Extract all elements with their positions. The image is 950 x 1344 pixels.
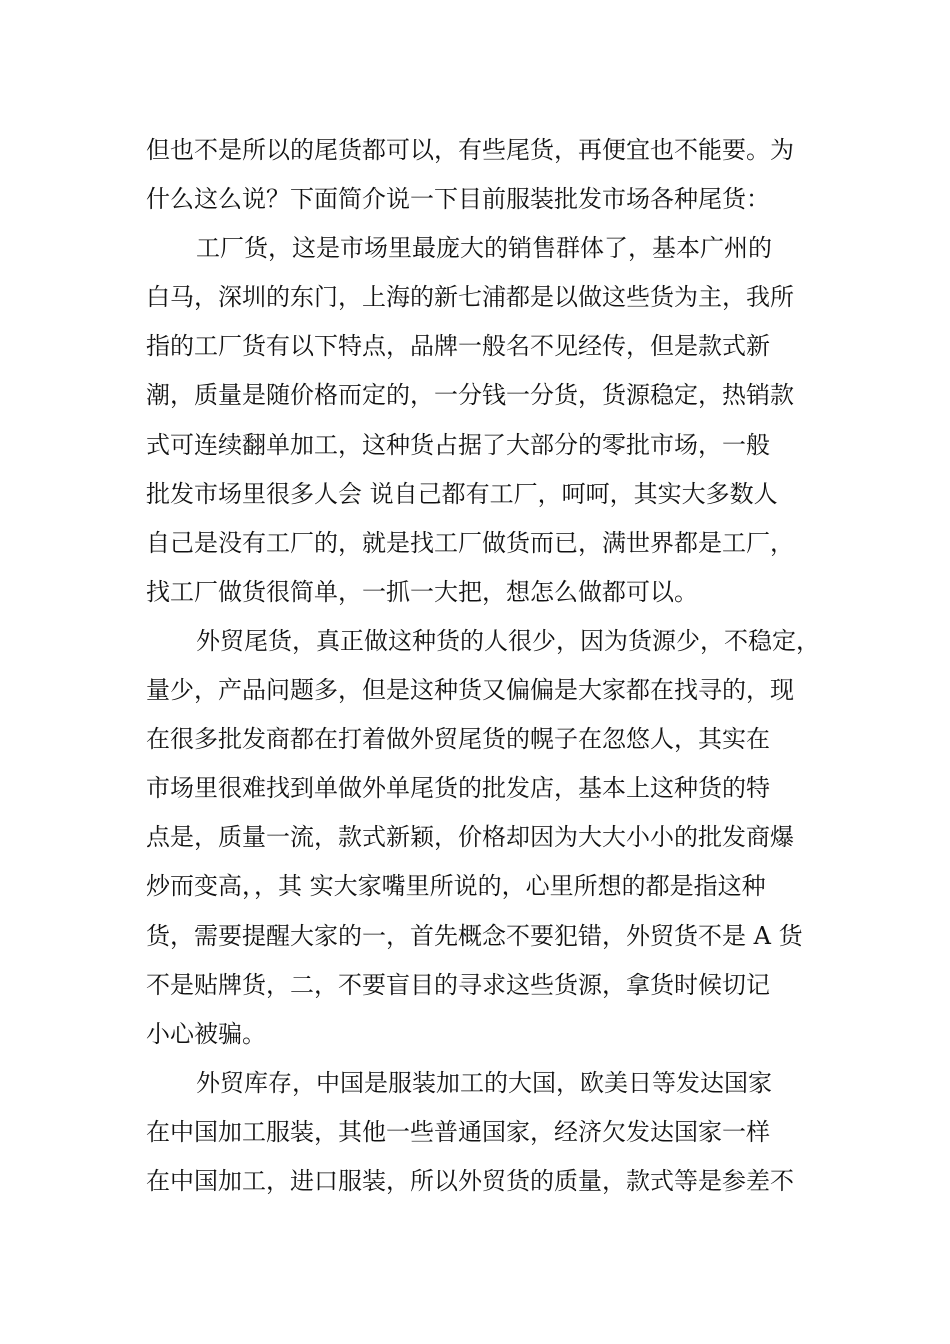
text-line-13: 在很多批发商都在打着做外贸尾货的幌子在忽悠人，其实在	[146, 725, 770, 754]
text-line-16: 炒而变高，，其 实大家嘴里所说的，心里所想的都是指这种	[146, 872, 766, 901]
text-line-12: 量少，产品问题多，但是这种货又偏偏是大家都在找寻的，现	[146, 676, 794, 705]
text-line-2: 什么这么说？下面简介说一下目前服装批发市场各种尾货：	[146, 185, 770, 214]
text-line-5: 指的工厂货有以下特点，品牌一般名不见经传，但是款式新	[146, 332, 770, 361]
text-line-22: 在中国加工，进口服装，所以外贸货的质量，款式等是参差不	[146, 1166, 794, 1195]
text-line-4: 白马，深圳的东门，上海的新七浦都是以做这些货为主，我所	[146, 283, 794, 312]
text-line-3: 工厂货，这是市场里最庞大的销售群体了，基本广州的	[196, 234, 772, 263]
text-line-9: 自己是没有工厂的，就是找工厂做货而已，满世界都是工厂，	[146, 528, 794, 557]
text-line-7: 式可连续翻单加工，这种货占据了大部分的零批市场，一般	[146, 430, 770, 459]
text-line-1: 但也不是所以的尾货都可以，有些尾货，再便宜也不能要。为	[146, 136, 794, 164]
body-text	[146, 126, 820, 1206]
text-line-6: 潮，质量是随价格而定的，一分钱一分货，货源稳定，热销款	[146, 381, 794, 410]
text-line-21: 在中国加工服装，其他一些普通国家，经济欠发达国家一样	[146, 1117, 770, 1146]
text-line-15: 点是，质量一流，款式新颖，价格却因为大大小小的批发商爆	[146, 823, 794, 852]
text-line-14: 市场里很难找到单做外单尾货的批发店，基本上这种货的特	[146, 774, 770, 803]
text-line-17: 货，需要提醒大家的一，首先概念不要犯错，外贸货不是 A 货	[146, 921, 803, 950]
text-line-20: 外贸库存，中国是服装加工的大国，欧美日等发达国家	[196, 1068, 772, 1097]
text-line-18: 不是贴牌货，二，不要盲目的寻求这些货源，拿货时候切记	[146, 970, 770, 999]
text-line-10: 找工厂做货很简单，一抓一大把，想怎么做都可以。	[146, 577, 698, 606]
text-line-11: 外贸尾货，真正做这种货的人很少，因为货源少，不稳定，	[196, 626, 820, 655]
text-line-19: 小心被骗。	[146, 1019, 266, 1048]
text-line-8: 批发市场里很多人会 说自己都有工厂，呵呵，其实大多数人	[146, 479, 778, 508]
